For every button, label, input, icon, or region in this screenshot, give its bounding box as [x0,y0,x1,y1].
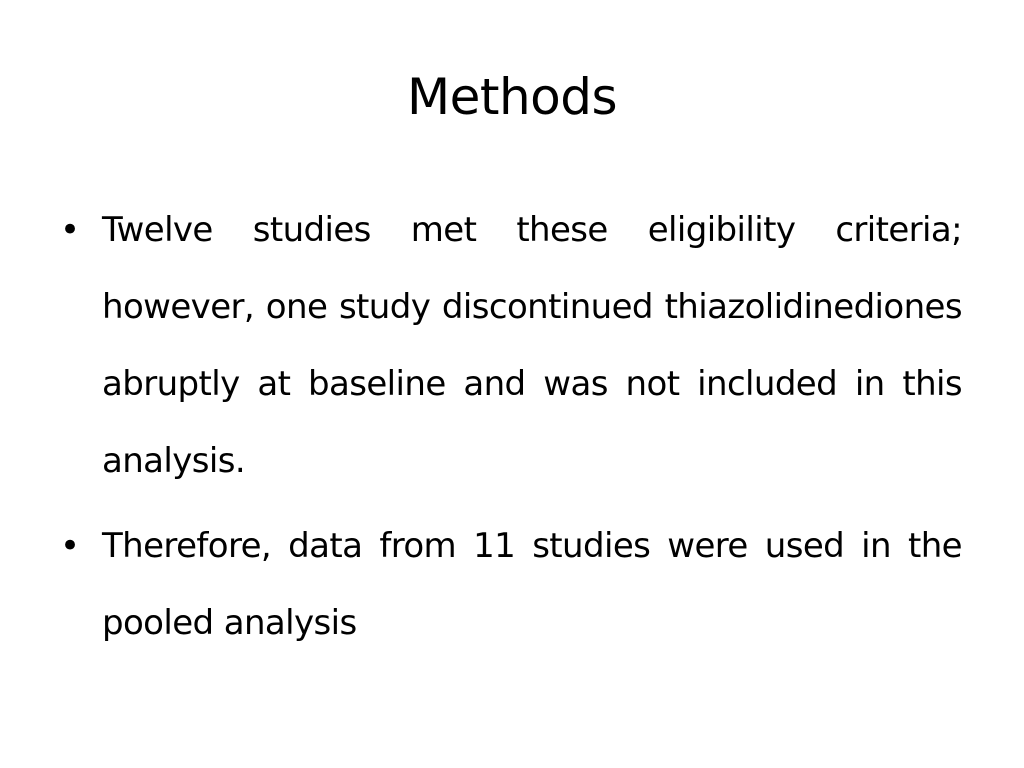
bullet-item [60,508,962,662]
slide-title: Methods [406,68,618,126]
bullet-text: Therefore, data from 11 studies were used in the pooled analysis [102,526,962,643]
bullet-item [60,192,962,500]
bullet-dot-icon: • [60,210,80,250]
bullet-text: Twelve studies met these eligibility criteria; however, one study discontinued thiazolidinediones abruptly at baseline and was not included in this analysis. [102,210,962,481]
bullet-dot-icon: • [60,526,80,566]
bullet-list [60,192,962,662]
